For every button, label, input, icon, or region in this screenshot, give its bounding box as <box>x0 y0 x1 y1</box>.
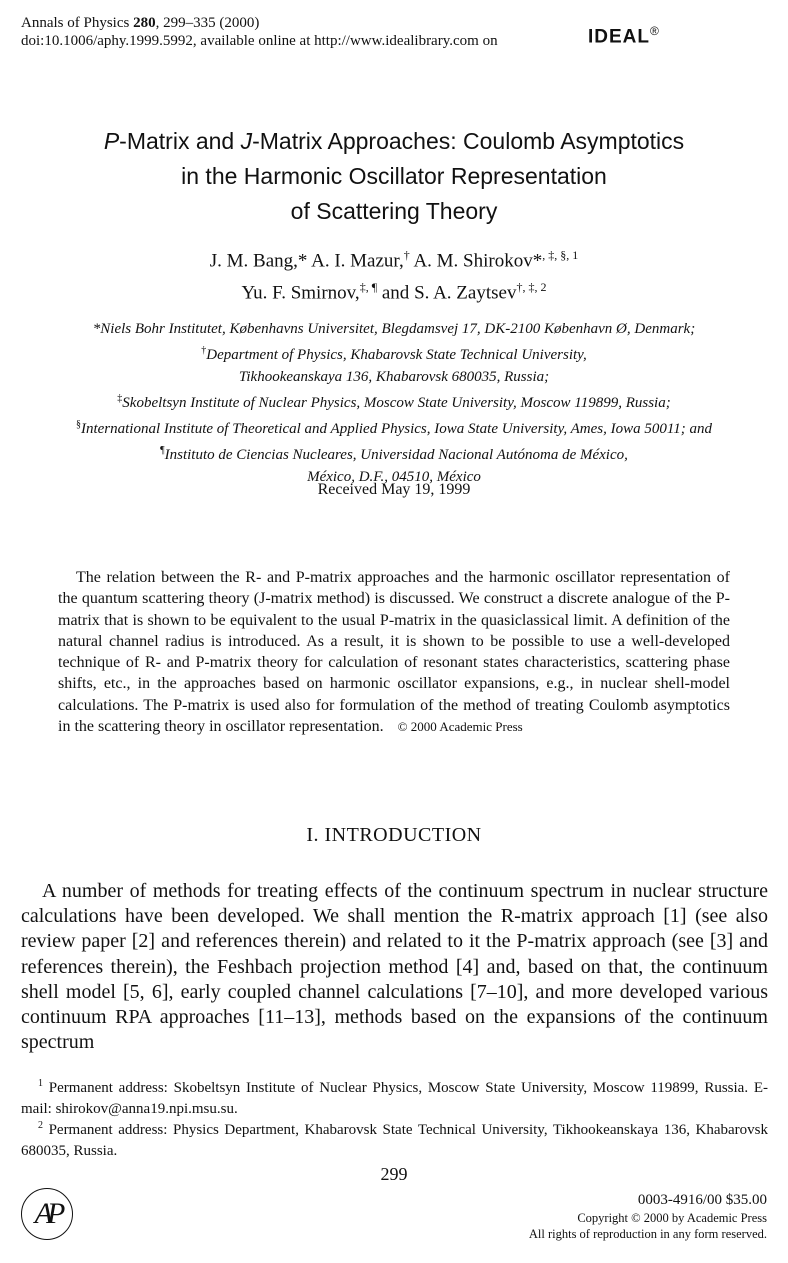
title-part-b: -Matrix Approaches: Coulomb Asymptotics <box>252 128 685 154</box>
paper-title <box>0 124 788 229</box>
ideal-logo-text: IDEAL <box>588 26 650 48</box>
affiliation-iowa <box>0 414 788 440</box>
abstract <box>58 567 730 737</box>
title-p-letter: P <box>103 128 120 154</box>
title-line-2: in the Harmonic Oscillator Representation <box>181 163 607 189</box>
authors-line-1 <box>0 242 788 274</box>
author-list <box>0 242 788 307</box>
title-line-3: of Scattering Theory <box>290 198 498 224</box>
affiliation-iowa-mark: § <box>75 419 81 430</box>
journal-name: Annals of Physics <box>21 15 130 31</box>
received-date: Received May 19, 1999 <box>317 481 471 498</box>
doi-line[interactable]: doi:10.1006/aphy.1999.5992, available online at http://www.idealibrary.com on <box>21 33 498 49</box>
author-and: and <box>377 282 415 304</box>
affiliation-iowa-text: International Institute of Theoretical and Applied Physics, Iowa State University, Ames, Iowa 50011; and <box>80 421 713 437</box>
author-zaytsev: S. A. Zaytsev <box>414 282 517 304</box>
registered-mark: ® <box>650 24 660 38</box>
ideal-logo <box>588 24 660 48</box>
author-shirokov-marks: , ‡, §, 1 <box>542 248 579 262</box>
author-shirokov: A. M. Shirokov* <box>413 250 543 272</box>
academic-press-logo <box>21 1188 73 1240</box>
affiliation-unam-text: Instituto de Ciencias Nucleares, Universidad Nacional Autónoma de México, <box>164 447 628 463</box>
affiliation-nbi: *Niels Bohr Institutet, Københavns Universitet, Blegdamsvej 17, DK-2100 København Ø, Denmark; <box>92 321 696 337</box>
affiliation-msu <box>0 388 788 414</box>
footnote-2-text: Permanent address: Physics Department, Khabarovsk State Technical University, Tikhookeanskaya 136, Khabarovsk 680035, Russia. <box>21 1122 768 1159</box>
footnote-1-text: Permanent address: Skobeltsyn Institute of Nuclear Physics, Moscow State University, Moscow 119899, Russia. E-mail: shirokov@anna19.npi.msu.su. <box>21 1080 768 1117</box>
page-number: 299 <box>380 1164 408 1184</box>
author-bang: J. M. Bang,* <box>209 250 308 272</box>
footnote-2-mark: 2 <box>38 1120 43 1131</box>
affiliation-unam <box>0 440 788 466</box>
footnote-2 <box>21 1115 768 1162</box>
affiliation-khabarovsk-address: Tikhookeanskaya 136, Khabarovsk 680035, Russia; <box>238 369 550 385</box>
copyright-line: Copyright © 2000 by Academic Press <box>577 1211 767 1225</box>
author-smirnov-marks: ‡, ¶ <box>359 280 378 295</box>
title-part-a: -Matrix and <box>119 128 241 154</box>
affiliation-khabarovsk-text: Department of Physics, Khabarovsk State Technical University, <box>206 347 587 363</box>
author-zaytsev-marks: †, ‡, 2 <box>516 280 547 295</box>
abstract-copyright: © 2000 Academic Press <box>397 719 523 735</box>
author-smirnov: Yu. F. Smirnov, <box>241 282 360 304</box>
affiliation-msu-mark: ‡ <box>117 393 123 404</box>
abstract-text: The relation between the R- and P-matrix approaches and the harmonic oscillator representation of the quantum scattering theory (J-matrix method) is discussed. We construct a discrete analogue of the P-matrix that is shown to be equivalent to the usual P-matrix in the quasiclassical limit. A definition of the natural channel radius is introduced. As a result, it is shown to be possible to use a well-developed technique of R- and P-matrix theory for calculation of resonant states characteristics, scattering phase shifts, etc., in the approaches based on harmonic oscillator expansions, e.g., in nuclear shell-model calculations. The P-matrix is used also for formulation of the method of treating Coulomb asymptotics in the scattering theory in oscillator representation. <box>58 569 730 736</box>
section-heading: I. INTRODUCTION <box>306 824 482 846</box>
affiliation-unam-address: México, D.F., 04510, México <box>307 469 481 485</box>
affiliations <box>0 318 788 488</box>
journal-pages: , 299–335 (2000) <box>155 15 260 31</box>
affiliation-msu-text: Skobeltsyn Institute of Nuclear Physics, Moscow State University, Moscow 119899, Russia; <box>122 395 671 411</box>
issn-price: 0003-4916/00 $35.00 <box>637 1192 767 1208</box>
affiliation-unam-mark: ¶ <box>160 445 165 456</box>
academic-press-logo-text: AP <box>34 1197 60 1230</box>
author-mazur: A. I. Mazur, <box>307 250 404 272</box>
title-j-letter: J <box>240 128 253 154</box>
footnote-1 <box>21 1073 768 1120</box>
footnote-1-mark: 1 <box>38 1078 43 1089</box>
affiliation-khabarovsk-mark: † <box>201 345 207 356</box>
author-mazur-marks: † <box>403 248 410 262</box>
rights-line: All rights of reproduction in any form reserved. <box>528 1227 767 1241</box>
citation-line <box>21 14 498 32</box>
journal-volume: 280 <box>133 15 156 31</box>
affiliation-khabarovsk <box>0 340 788 366</box>
title-line-1 <box>0 124 788 159</box>
journal-header <box>21 14 498 50</box>
publication-info <box>529 1190 767 1242</box>
intro-paragraph: A number of methods for treating effects of the continuum spectrum in nuclear structure calculations have been developed. We shall mention the R-matrix approach [1] (see also review paper [2] and references therein) and related to it the P-matrix approach (see [3] and references therein), the Feshbach projection method [4] and, based on that, the continuum shell model [5, 6], early coupled channel calculations [7–10], and more developed various continuum RPA approaches [11–13], methods based on the expansions of the continuum spectrum <box>21 880 768 1054</box>
authors-line-2 <box>0 274 788 306</box>
